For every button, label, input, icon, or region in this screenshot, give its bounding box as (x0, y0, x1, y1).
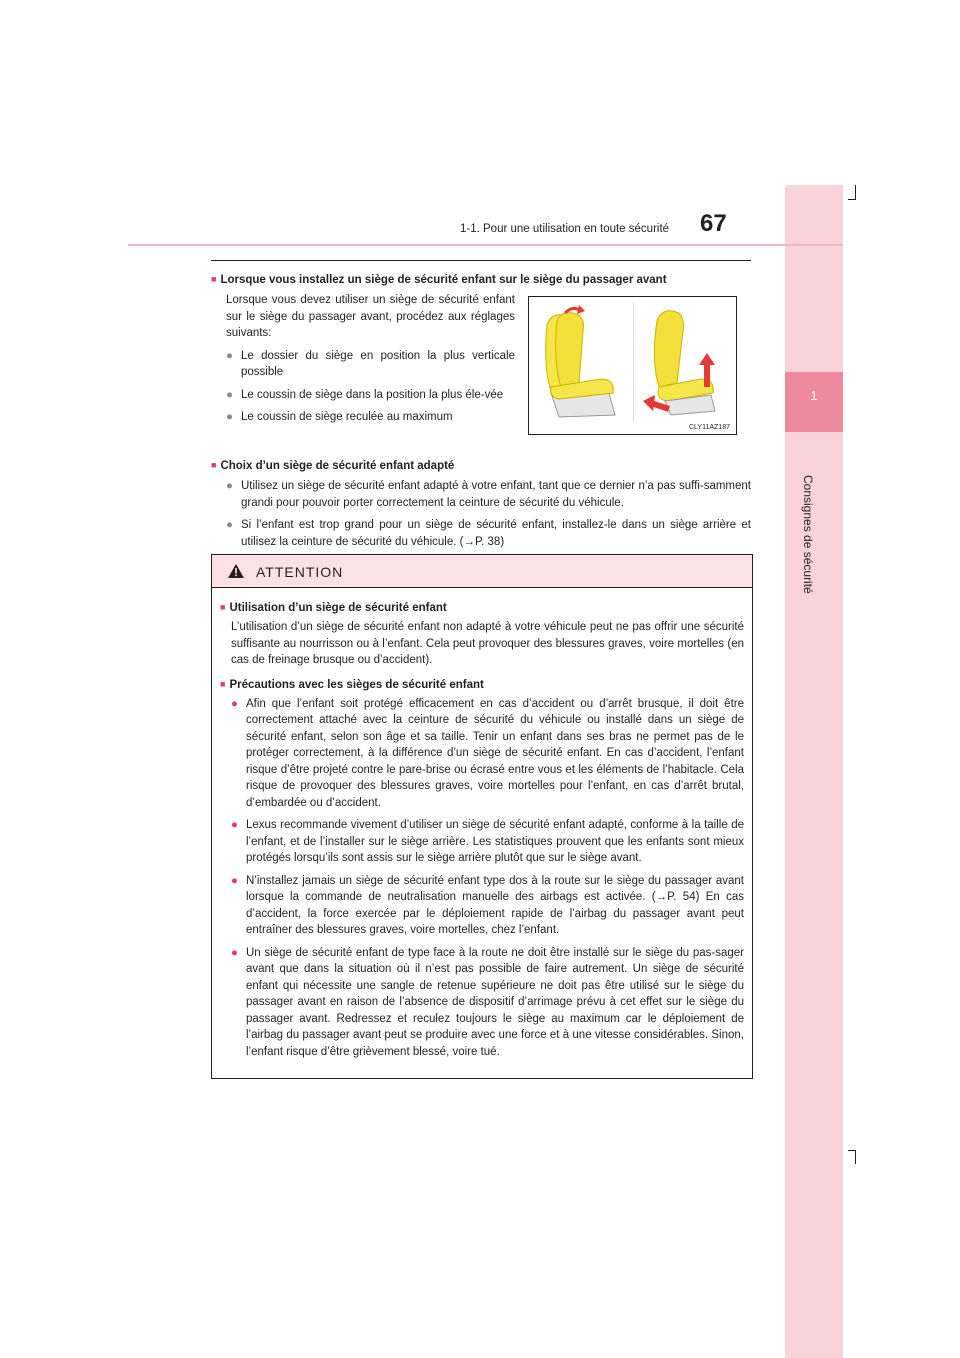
choice-section (211, 456, 751, 550)
list-item-text: N’installez jamais un siège de sécurité enfant type dos à la route sur le siège du passager avant lorsque la commande de neutralisation manuelle des airbags est activée. (→P. 54) En cas d’accident, la force exercée par le déploiement rapide de l’airbag du passager avant peut entraîner des blessures graves, voire mortelles, chez l’enfant. (246, 874, 744, 936)
chapter-number: 1 (810, 388, 818, 403)
warning-triangle-icon (228, 564, 244, 578)
figure-divider (633, 302, 634, 422)
warning-s1-text: L’utilisation d’un siège de sécurité enfant non adapté à votre véhicule peut ne pas offrir une sécurité suffisante au nourrisson ou à l’enfant. Cela peut provoquer des blessures graves, voire mortelles (en cas de freinage brusque ou d’accident). (231, 621, 744, 666)
heading-text: Lorsque vous installez un siège de sécurité enfant sur le siège du passager avant (220, 274, 667, 286)
bullet-dot-icon: ● (231, 874, 238, 887)
crop-mark-bottom (855, 1150, 856, 1164)
bullet-dot-icon: ● (231, 697, 238, 710)
list-item-text: Un siège de sécurité enfant de type face à la route ne doit être installé sur le siège du pas-sager avant que dans la situation où il n’est pas possible de faire autrement. Un siège de sécurité enfant qui nécessite une sangle de retenue supérieure ne doit pas être utilisé sur le siège du passager avant en raison de l’absence de dispositif d’arrimage prévu à cet effet sur le siège du passager avant. Redressez et reculez toujours le siège au maximum car le déploiement de l’airbag du passager avant peut se produire avec une force et à une vitesse considérables. Sinon, l’enfant risque d’être grièvement blessé, voire tué. (246, 946, 744, 1058)
bullet-dot-icon: ● (226, 388, 233, 401)
square-bullet-icon: ■ (211, 460, 217, 470)
list-item (226, 348, 515, 381)
warning-s2-list (220, 696, 744, 1061)
crop-mark-bottom-h (848, 1150, 856, 1151)
bullet-dot-icon: ● (226, 411, 233, 423)
warning-s2-heading (220, 675, 744, 693)
side-tab-band (785, 185, 843, 1358)
warning-s1-heading (220, 598, 744, 616)
list-item (231, 817, 744, 867)
crop-mark-top-h (848, 199, 856, 200)
choice-heading (211, 456, 751, 474)
crop-mark-top (855, 185, 856, 199)
side-tab-label-wrap (780, 475, 850, 635)
bullet-dot-icon: ● (226, 519, 233, 531)
page-number: 67 (700, 210, 727, 237)
warning-title: ATTENTION (256, 564, 344, 580)
list-item-text: Si l’enfant est trop grand pour un siège de sécurité enfant, installez-le dans un siège arrière et utilisez la ceinture de sécurité du véhicule. (→P. 38) (241, 519, 751, 548)
side-tab-label: Consignes de sécurité (801, 475, 815, 594)
content-rule (211, 260, 751, 261)
list-item (226, 409, 515, 426)
warning-header (212, 555, 752, 588)
passenger-seat-body (226, 292, 515, 426)
seat-left-icon (546, 305, 615, 417)
bullet-dot-icon: ● (226, 349, 233, 362)
figure-code: CLY11AZ187 (689, 424, 730, 431)
list-item-text: Lexus recommande vivement d’utiliser un siège de sécurité enfant adapté, conforme à la taille de l’enfant, et de l’installer sur le siège arrière. Les statistiques prouvent que les enfants sont mieux protégés lorsqu’ils sont assis sur le siège arrière plutôt que sur le siège avant. (246, 819, 744, 864)
seat-right-icon (643, 311, 715, 415)
list-item (231, 696, 744, 812)
square-bullet-icon: ■ (220, 678, 226, 689)
list-item (231, 945, 744, 1061)
list-item (226, 387, 515, 404)
bullet-dot-icon: ● (231, 946, 238, 959)
list-item (226, 478, 751, 511)
list-item (226, 517, 751, 550)
list-item-text: Afin que l’enfant soit protégé efficacement en cas d’accident ou d’arrêt brusque, il doit être correctement attaché avec la ceinture de sécurité du véhicule ou installé dans un siège de sécurité enfant, selon son âge et sa taille. Tenir un enfant dans ses bras ne permet pas de le protéger correctement, à la différence d’un siège de sécurité enfant. En cas d’accident, l’enfant risque d’être projeté contre le pare-brise ou écrasé entre vous et les éléments de l’habitacle. Cela risque de provoquer des blessures graves, voire mortelles pour l’enfant, en cas d’arrêt brutal, d’embardée ou d’accident. (246, 697, 744, 809)
intro-text: Lorsque vous devez utiliser un siège de sécurité enfant sur le siège du passager avant, procédez aux réglages suivants: (226, 294, 515, 339)
heading-text: Choix d’un siège de sécurité enfant adapté (220, 460, 455, 472)
list-item-text: Le dossier du siège en position la plus verticale possible (241, 349, 515, 378)
heading-text: Précautions avec les sièges de sécurité enfant (229, 678, 484, 691)
header-rule (128, 244, 842, 246)
list-item-text: Utilisez un siège de sécurité enfant adapté à votre enfant, tant que ce dernier n’a pas suffi-samment grandi pour pouvoir porter correctement la ceinture de sécurité du véhicule. (241, 480, 751, 509)
bullet-dot-icon: ● (226, 480, 233, 492)
warning-box (211, 554, 753, 1079)
list-item-text: Le coussin de siège dans la position la plus éle-vée (241, 388, 504, 401)
list-item (231, 873, 744, 939)
heading-text: Utilisation d’un siège de sécurité enfant (229, 602, 447, 614)
list-item-text: Le coussin de siège reculée au maximum (241, 411, 453, 423)
warning-body (212, 588, 752, 1060)
square-bullet-icon: ■ (220, 602, 226, 612)
seat-adjustment-figure (528, 296, 737, 435)
square-bullet-icon: ■ (211, 274, 217, 284)
bullet-dot-icon: ● (231, 819, 238, 831)
section-title: 1-1. Pour une utilisation en toute sécurité (460, 223, 670, 235)
passenger-seat-heading (211, 270, 751, 288)
choice-list (211, 478, 751, 550)
